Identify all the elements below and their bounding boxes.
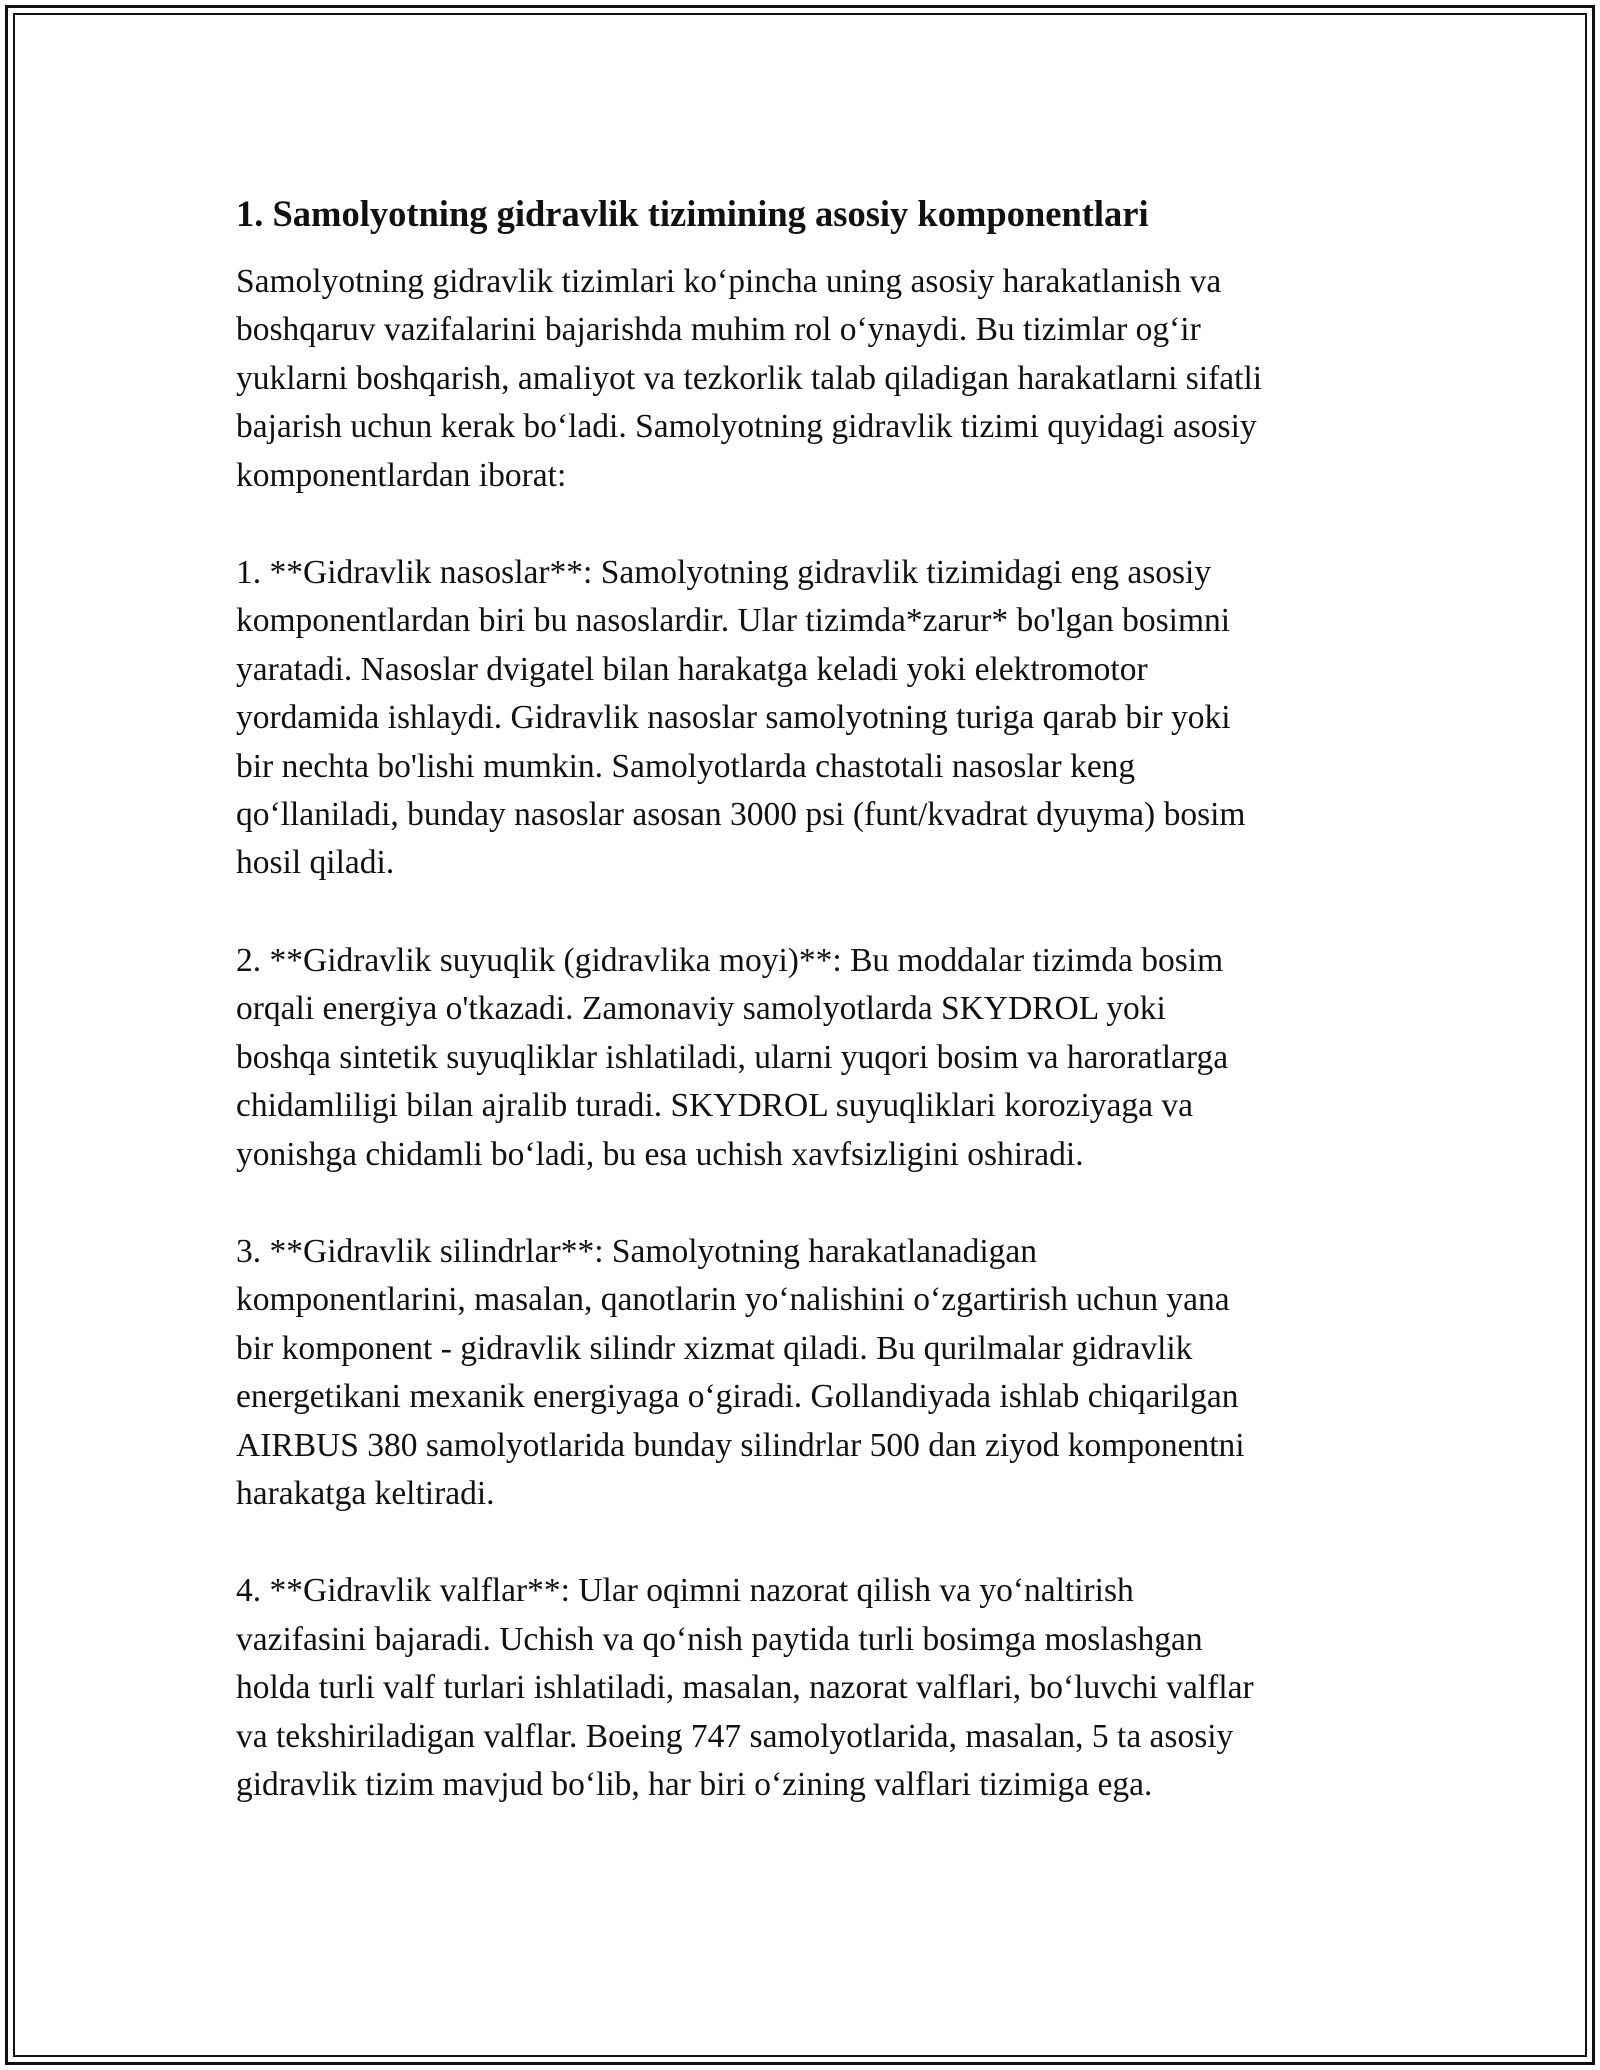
list-item-cylinders: 3. **Gidravlik silindrlar**: Samolyotning harakatlanadigan komponentlarini, masalan, qanotlarin yo‘nalishini o‘zgartirish uchun yana bir komponent - gidravlik silindr xizmat qiladi. Bu qurilmalar gidravlik energetikani mexanik energiyaga o‘giradi. Gollandiyada ishlab chiqarilgan AIRBUS 380 samolyotlarida bunday silindrlar 500 dan ziyod komponentni harakatga keltiradi.: [236, 1232, 1245, 1512]
document-body: [236, 190, 1366, 1809]
list-item-valves: 4. **Gidravlik valflar**: Ular oqimni nazorat qilish va yo‘naltirish vazifasini bajaradi. Uchish va qo‘nish paytida turli bosimga moslashgan holda turli valf turlari ishlatiladi, masalan, nazorat valflari, bo‘luvchi valflar va tekshiriladigan valflar. Boeing 747 samolyotlarida, masalan, 5 ta asosiy gidravlik tizim mavjud bo‘lib, har biri o‘zining valflari tizimiga ega.: [236, 1572, 1254, 1803]
list-item-pumps: 1. **Gidravlik nasoslar**: Samolyotning gidravlik tizimidagi eng asosiy komponentlardan biri bu nasoslardir. Ular tizimda*zarur* bo'lgan bosimni yaratadi. Nasoslar dvigatel bilan harakatga keladi yoki elektromotor yordamida ishlaydi. Gidravlik nasoslar samolyotning turiga qarab bir yoki bir nechta bo'lishi mumkin. Samolyotlarda chastotali nasoslar keng qo‘llaniladi, bunday nasoslar asosan 3000 psi (funt/kvadrat dyuyma) bosim hosil qiladi.: [236, 554, 1246, 882]
list-item-fluid: 2. **Gidravlik suyuqlik (gidravlika moyi)**: Bu moddalar tizimda bosim orqali energiya o'tkazadi. Zamonaviy samolyotlarda SKYDROL yoki boshqa sintetik suyuqliklar ishlatiladi, ularni yuqori bosim va haroratlarga chidamliligi bilan ajralib turadi. SKYDROL suyuqliklari koroziyaga va yonishga chidamli bo‘ladi, bu esa uchish xavfsizligini oshiradi.: [236, 941, 1229, 1173]
document-title: 1. Samolyotning gidravlik tizimining asosiy komponentlari: [236, 193, 1149, 234]
intro-paragraph: Samolyotning gidravlik tizimlari ko‘pincha uning asosiy harakatlanish va boshqaruv vazifalarini bajarishda muhim rol o‘ynaydi. Bu tizimlar og‘ir yuklarni boshqarish, amaliyot va tezkorlik talab qiladigan harakatlarni sifatli bajarish uchun kerak bo‘ladi. Samolyotning gidravlik tizimi quyidagi asosiy komponentlardan iborat:: [236, 263, 1263, 494]
